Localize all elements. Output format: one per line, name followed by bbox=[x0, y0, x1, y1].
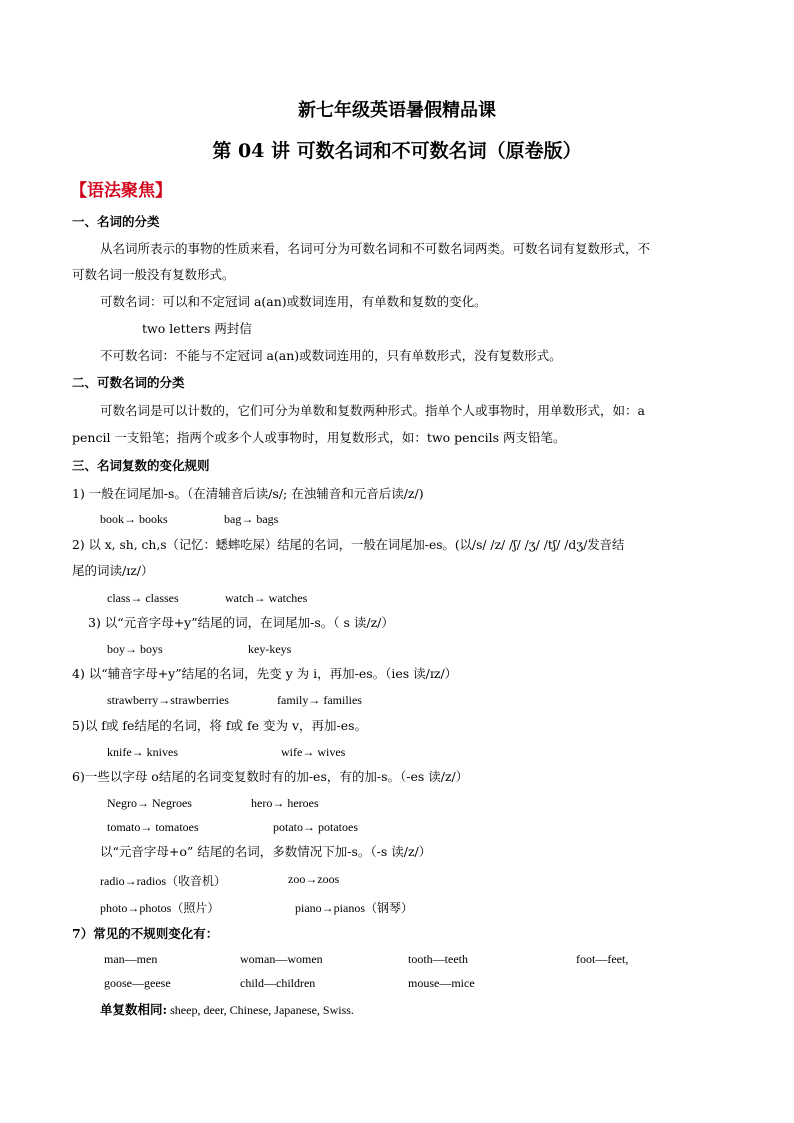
same-form-label: 单复数相同: bbox=[100, 1002, 168, 1017]
paragraph: 可数名词是可以计数的，它们可分为单数和复数两种形式。指单个人或事物时，用单数形式，如：a bbox=[100, 403, 645, 418]
example-pair: wife→ wives bbox=[281, 745, 346, 759]
example-pair: tomato→ tomatoes bbox=[107, 820, 199, 834]
example-pair: boy→ boys bbox=[107, 642, 163, 656]
example-pair: tooth—teeth bbox=[408, 952, 468, 966]
section-3-heading: 三、名词复数的变化规则 bbox=[72, 458, 210, 473]
example-pair: goose—geese bbox=[104, 976, 171, 990]
countable-definition: 可数名词：可以和不定冠词 a(an)或数词连用，有单数和复数的变化。 bbox=[100, 294, 487, 309]
example-pair: photo→photos（照片） bbox=[100, 901, 220, 915]
rule-2-cont: 尾的词读/ɪz/） bbox=[72, 563, 154, 578]
section-tag: 【语法聚焦】 bbox=[70, 181, 172, 201]
rule-6-note: 以“元音字母+o” 结尾的名词，多数情况下加-s。（-s 读/z/） bbox=[100, 844, 432, 859]
example-pair: bag→ bags bbox=[224, 512, 279, 526]
paragraph: 从名词所表示的事物的性质来看，名词可分为可数名词和不可数名词两类。可数名词有复数形式，不 bbox=[100, 241, 651, 256]
rule-6: 6)一些以字母 o结尾的名词变复数时有的加-es，有的加-s。（-es 读/z/） bbox=[72, 769, 469, 784]
example-pair: watch→ watches bbox=[225, 591, 308, 605]
example-pair: zoo→zoos bbox=[288, 872, 340, 886]
section-1-heading: 一、名词的分类 bbox=[72, 214, 160, 229]
example-pair: Negro→ Negroes bbox=[107, 796, 192, 810]
example-pair: foot—feet, bbox=[576, 952, 629, 966]
example: two letters 两封信 bbox=[142, 321, 252, 336]
rule-5: 5)以 f或 fe结尾的名词，将 f或 fe 变为 v，再加-es。 bbox=[72, 718, 368, 733]
example-pair: piano→pianos（钢琴） bbox=[295, 901, 413, 915]
example-pair: child—children bbox=[240, 976, 316, 990]
paragraph: 可数名词一般没有复数形式。 bbox=[72, 267, 235, 282]
example-pair: class→ classes bbox=[107, 591, 179, 605]
rule-7: 7）常见的不规则变化有： bbox=[72, 926, 219, 941]
example-pair: radio→radios（收音机） bbox=[100, 874, 226, 888]
rule-1: 1) 一般在词尾加-s。（在清辅音后读/s/; 在浊辅音和元音后读/z/) bbox=[72, 486, 424, 501]
rule-4: 4) 以“辅音字母+y”结尾的名词，先变 y 为 i，再加-es。（ies 读/ɪz/） bbox=[72, 666, 458, 681]
example-pair: mouse—mice bbox=[408, 976, 475, 990]
same-form-words: sheep, deer, Chinese, Japanese, Swiss. bbox=[167, 1003, 354, 1017]
page-title: 新七年级英语暑假精品课 bbox=[298, 100, 496, 121]
example-pair: book→ books bbox=[100, 512, 168, 526]
example-pair: key-keys bbox=[248, 642, 292, 656]
same-form-line bbox=[100, 1002, 354, 1018]
example-pair: knife→ knives bbox=[107, 745, 178, 759]
example-pair: potato→ potatoes bbox=[273, 820, 358, 834]
paragraph: pencil 一支铅笔；指两个或多个人或事物时，用复数形式，如：two pencils 两支铅笔。 bbox=[72, 430, 566, 445]
example-pair: woman—women bbox=[240, 952, 323, 966]
example-pair: hero→ heroes bbox=[251, 796, 319, 810]
example-pair: family→ families bbox=[277, 693, 362, 707]
lesson-subtitle: 第 04 讲 可数名词和不可数名词（原卷版） bbox=[212, 140, 582, 162]
rule-3: 3) 以“元音字母+y”结尾的词，在词尾加-s。（ s 读/z/） bbox=[88, 615, 394, 630]
section-2-heading: 二、可数名词的分类 bbox=[72, 375, 185, 390]
uncountable-definition: 不可数名词：不能与不定冠词 a(an)或数词连用的，只有单数形式，没有复数形式。 bbox=[100, 348, 562, 363]
rule-2: 2) 以 x, sh, ch,s（记忆：蟋蟀吃屎）结尾的名词，一般在词尾加-es。(以/s/ /z/ /ʃ/ /ʒ/ /tʃ/ /dʒ/发音结 bbox=[72, 538, 625, 552]
example-pair: man—men bbox=[104, 952, 158, 966]
example-pair: strawberry→strawberries bbox=[107, 693, 229, 707]
